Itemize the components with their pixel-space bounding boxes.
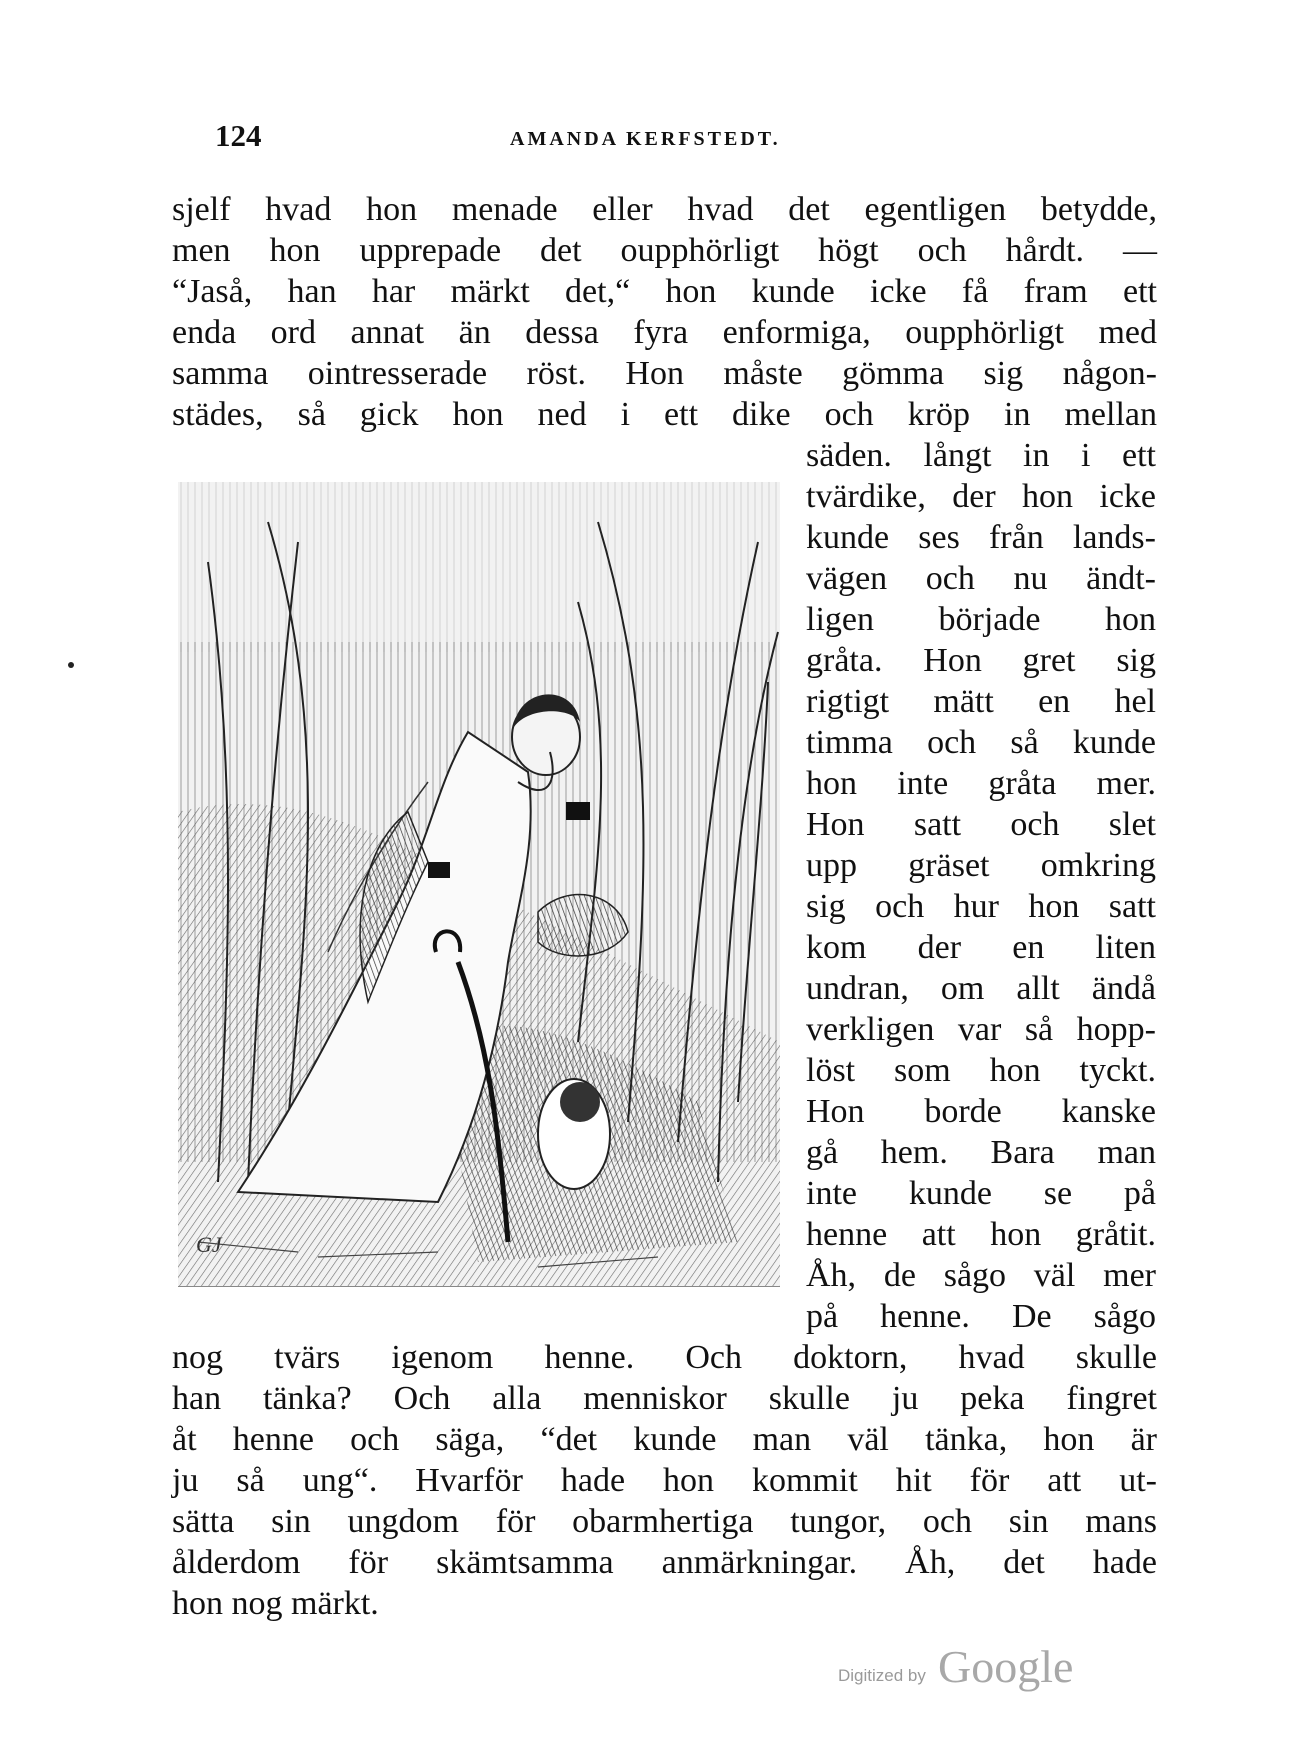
- text-line: ålderdom för skämtsamma anmärkningar. Åh, det hade: [172, 1544, 1157, 1581]
- digitized-watermark: [838, 1640, 1098, 1700]
- text-line: han tänka? Och alla menniskor skulle ju peka fingret: [172, 1380, 1157, 1417]
- text-line: hon nog märkt.: [172, 1585, 379, 1622]
- engraving-illustration: [178, 482, 780, 1287]
- text-line: verkligen var så hopp-: [806, 1011, 1156, 1048]
- running-title: AMANDA KERFSTEDT.: [510, 128, 781, 150]
- text-line: säden. långt in i ett: [806, 437, 1156, 474]
- scan-speck: [68, 662, 74, 668]
- text-line: sig och hur hon satt: [806, 888, 1156, 925]
- text-line: “Jaså, han har märkt det,“ hon kunde icke få fram ett: [172, 273, 1157, 310]
- page-number: 124: [215, 118, 262, 153]
- text-line: timma och så kunde: [806, 724, 1156, 761]
- text-line: tvärdike, der hon icke: [806, 478, 1156, 515]
- text-line: ligen började hon: [806, 601, 1156, 638]
- text-line: men hon upprepade det oupphörligt högt och hårdt. —: [172, 232, 1157, 269]
- text-line: rigtigt mätt en hel: [806, 683, 1156, 720]
- text-line: städes, så gick hon ned i ett dike och kröp in mellan: [172, 396, 1157, 433]
- text-line: Åh, de sågo väl mer: [806, 1257, 1156, 1294]
- text-line: kunde ses från lands-: [806, 519, 1156, 556]
- text-line: Hon borde kanske: [806, 1093, 1156, 1130]
- text-line: hon inte gråta mer.: [806, 765, 1156, 802]
- watermark-prefix: Digitized by: [838, 1666, 926, 1685]
- text-line: upp gräset omkring: [806, 847, 1156, 884]
- text-line: Hon satt och slet: [806, 806, 1156, 843]
- text-line: henne att hon gråtit.: [806, 1216, 1156, 1253]
- text-line: gå hem. Bara man: [806, 1134, 1156, 1171]
- text-line: sätta sin ungdom för obarmhertiga tungor, och sin mans: [172, 1503, 1157, 1540]
- text-line: enda ord annat än dessa fyra enformiga, oupphörligt med: [172, 314, 1157, 351]
- text-line: inte kunde se på: [806, 1175, 1156, 1212]
- text-line: ju så ung“. Hvarför hade hon kommit hit för att ut-: [172, 1462, 1157, 1499]
- text-line: gråta. Hon gret sig: [806, 642, 1156, 679]
- text-line: nog tvärs igenom henne. Och doktorn, hvad skulle: [172, 1339, 1157, 1376]
- running-head: [215, 118, 835, 158]
- text-line: sjelf hvad hon menade eller hvad det egentligen betydde,: [172, 191, 1157, 228]
- text-line: undran, om allt ändå: [806, 970, 1156, 1007]
- watermark-brand: Google: [938, 1641, 1074, 1692]
- text-line: vägen och nu ändt-: [806, 560, 1156, 597]
- text-line: löst som hon tyckt.: [806, 1052, 1156, 1089]
- text-line: kom der en liten: [806, 929, 1156, 966]
- text-line: samma ointresserade röst. Hon måste gömma sig någon-: [172, 355, 1157, 392]
- text-line: på henne. De sågo: [806, 1298, 1156, 1335]
- text-line: åt henne och säga, “det kunde man väl tänka, hon är: [172, 1421, 1157, 1458]
- engraver-signature: GJ: [196, 1232, 222, 1257]
